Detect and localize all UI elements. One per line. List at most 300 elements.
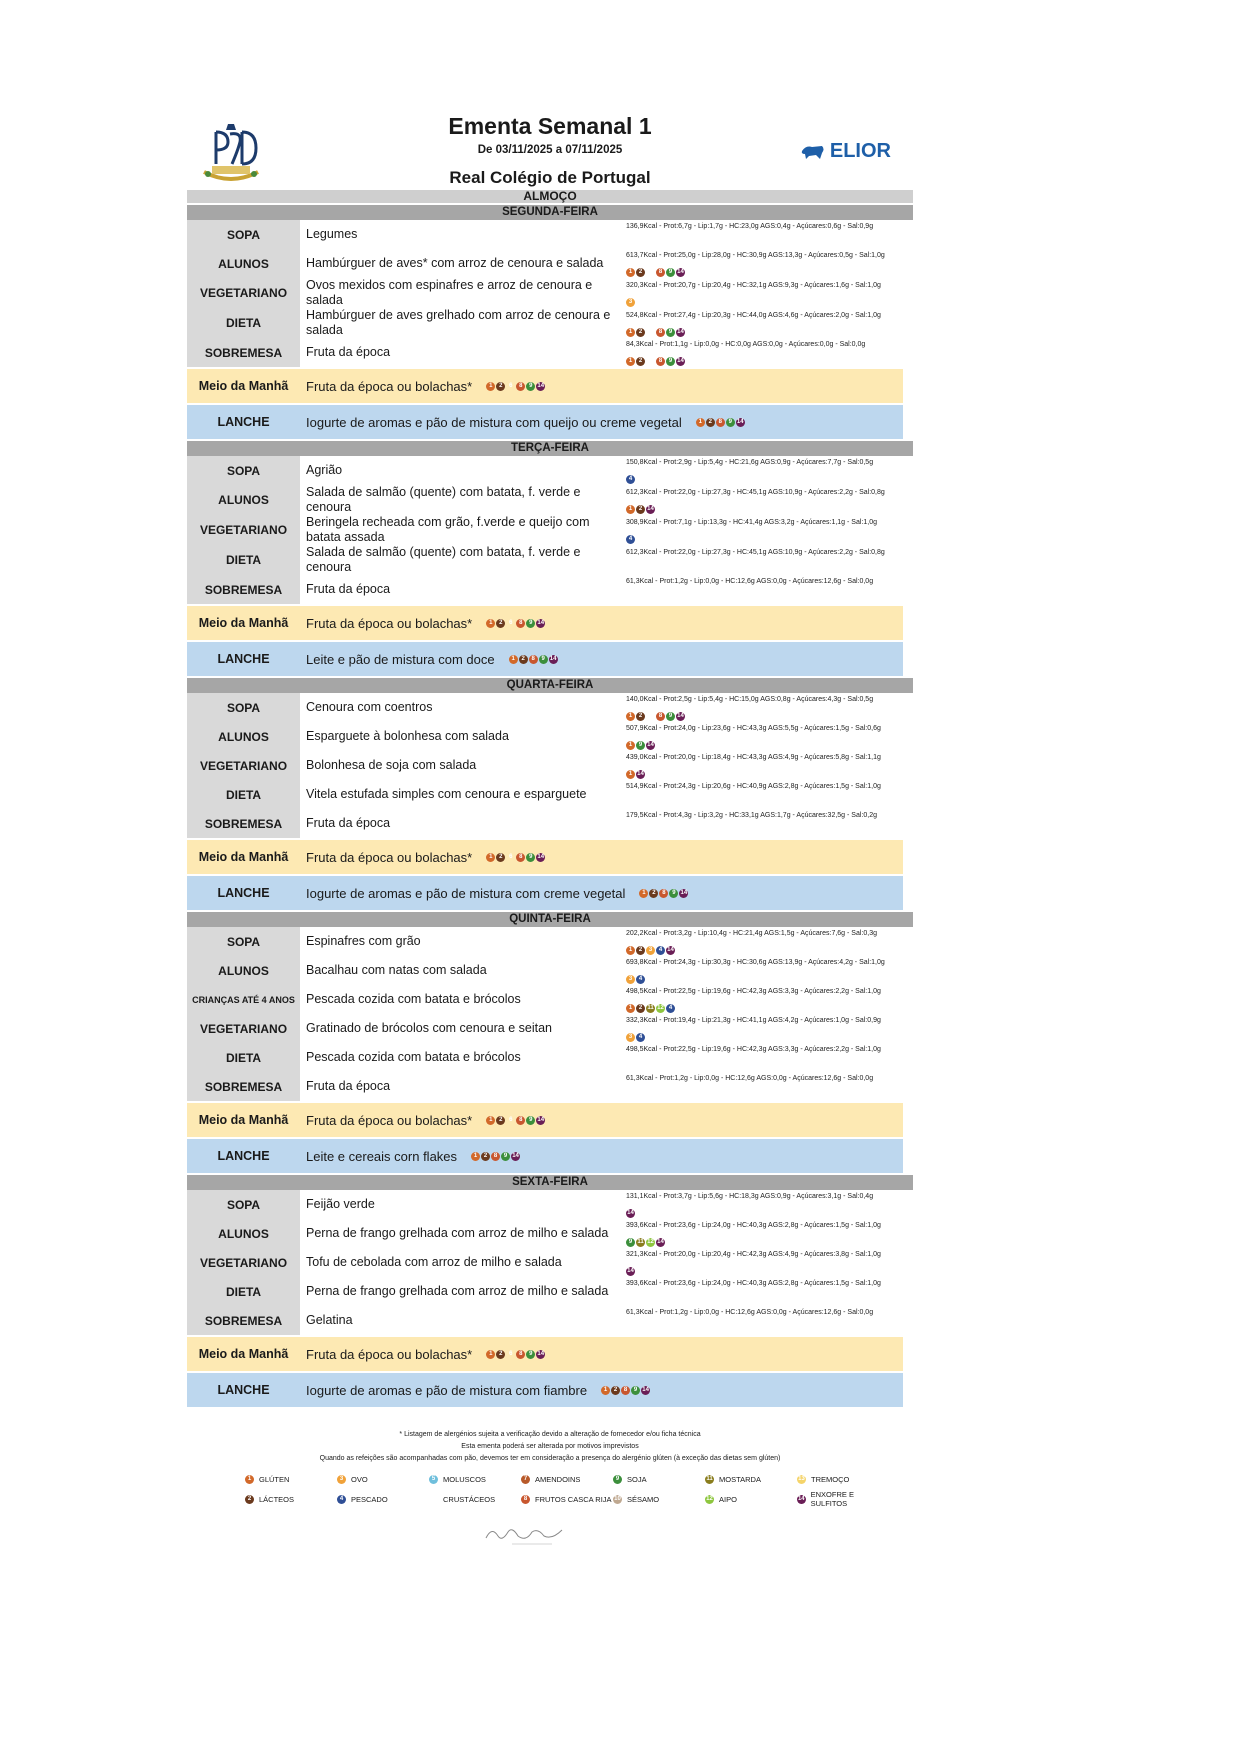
allergen-4-icon: 4 xyxy=(337,1495,346,1504)
allergen-icons xyxy=(626,946,675,955)
allergen-14-icon: 14 xyxy=(537,1350,545,1357)
meio-row xyxy=(187,606,903,640)
menu-row xyxy=(187,780,913,809)
allergen-5-icon: 5 xyxy=(429,1475,438,1484)
dish-name: Perna de frango grelhada com arroz de milho e salada xyxy=(306,1226,609,1240)
allergen-14-icon: 14 xyxy=(677,713,684,719)
nutrition-info xyxy=(624,1219,913,1248)
allergen-2-icon: 2 xyxy=(636,328,645,337)
nutrition-text: 84,3Kcal - Prot:1,1g - Lip:0,0g - HC:0,0g AGS:0,0g - Açúcares:0,0g - Sal:0,0g xyxy=(626,341,866,348)
dish-name: Vitela estufada simples com cenoura e esparguete xyxy=(306,787,587,801)
nutrition-info xyxy=(624,809,913,838)
nutrition-info xyxy=(624,751,913,780)
allergen-legend xyxy=(245,1475,913,1508)
allergen-14-icon: 14 xyxy=(736,418,744,425)
allergen-4-icon: 4 xyxy=(626,475,635,484)
allergen-1-icon: 1 xyxy=(639,889,648,898)
meal-label: Meio da Manhã xyxy=(198,616,289,630)
nutrition-info xyxy=(624,780,913,809)
nutrition-info xyxy=(624,956,913,985)
dish-name: Salada de salmão (quente) com batata, f. verde e cenoura xyxy=(306,545,581,574)
allergen-1-icon: 1 xyxy=(626,357,635,366)
allergen-1-icon: 1 xyxy=(245,1475,254,1484)
meal-label: CRIANÇAS ATÉ 4 ANOS xyxy=(187,985,300,1014)
lanche-row xyxy=(187,642,903,676)
meal-label: VEGETARIANO xyxy=(187,751,300,780)
allergen-2-icon: 2 xyxy=(481,1152,490,1161)
allergen-2-icon: 2 xyxy=(611,1386,620,1395)
allergen-icons xyxy=(626,741,655,750)
allergen-14-icon: 14 xyxy=(642,1386,649,1393)
allergen-8-icon: 8 xyxy=(516,382,525,391)
allergen-8-icon: 8 xyxy=(516,1350,525,1359)
allergen-1-icon: 1 xyxy=(696,418,705,427)
allergen-icons xyxy=(626,1267,635,1276)
allergen-1-icon: 1 xyxy=(626,1004,635,1013)
legend-item xyxy=(613,1490,705,1508)
allergen-3-icon: 3 xyxy=(626,975,635,984)
nutrition-info xyxy=(624,456,913,485)
allergen-2-icon: 2 xyxy=(636,505,645,514)
allergen-6-icon: 6 xyxy=(431,1495,436,1502)
signature-icon xyxy=(482,1522,572,1548)
allergen-icons xyxy=(601,1386,650,1395)
allergen-icons xyxy=(486,853,545,862)
allergen-6-icon: 6 xyxy=(648,269,653,275)
day-header: TERÇA-FEIRA xyxy=(187,441,913,456)
header xyxy=(187,110,913,190)
legend-item xyxy=(245,1490,337,1508)
allergen-1-icon: 1 xyxy=(626,505,635,514)
menu-row xyxy=(187,1014,913,1043)
nutrition-info xyxy=(624,575,913,604)
legend-label: GLÚTEN xyxy=(259,1475,290,1484)
allergen-1-icon: 1 xyxy=(486,1116,495,1125)
dish-name: Iogurte de aromas e pão de mistura com queijo ou creme vegetal xyxy=(306,414,682,430)
legend-label: LÁCTEOS xyxy=(259,1494,295,1504)
meal-label: ALUNOS xyxy=(187,956,300,985)
allergen-3-icon: 3 xyxy=(626,298,635,307)
allergen-icons xyxy=(639,889,688,898)
allergen-14-icon: 14 xyxy=(537,382,545,389)
allergen-3-icon: 3 xyxy=(337,1475,346,1484)
day-header: SEGUNDA-FEIRA xyxy=(187,205,913,220)
nutrition-info xyxy=(624,722,913,751)
allergen-10-icon: 10 xyxy=(614,1495,621,1502)
allergen-8-icon: 8 xyxy=(516,1116,525,1125)
nutrition-text: 332,3Kcal - Prot:19,4g - Lip:21,3g - HC:41,1g AGS:4,2g - Açúcares:1,0g - Sal:0,9g xyxy=(626,1017,881,1024)
dish-name: Agrião xyxy=(306,463,343,477)
allergen-1-icon: 1 xyxy=(486,382,495,391)
footer-note: Quando as refeições são acompanhadas com pão, devemos ter em consideração a presença do alergénio glúten (à exceção das dietas sem glúten) xyxy=(319,1455,781,1462)
dish-name: Cenoura com coentros xyxy=(306,700,433,714)
allergen-8-icon: 8 xyxy=(516,619,525,628)
school-name: Real Colégio de Portugal xyxy=(449,168,651,187)
legend-item xyxy=(797,1490,889,1508)
nutrition-info xyxy=(624,1306,913,1335)
allergen-icons xyxy=(626,268,685,277)
allergen-14-icon: 14 xyxy=(680,889,688,896)
allergen-4-icon: 4 xyxy=(626,535,635,544)
allergen-icons xyxy=(626,712,685,721)
legend-label: PESCADO xyxy=(351,1494,388,1504)
allergen-9-icon: 9 xyxy=(669,889,678,898)
nutrition-text: 507,9Kcal - Prot:24,0g - Lip:23,6g - HC:43,3g AGS:5,5g - Açúcares:1,5g - Sal:0,6g xyxy=(626,725,881,732)
date-range: De 03/11/2025 a 07/11/2025 xyxy=(477,144,623,156)
menu-row xyxy=(187,1277,913,1306)
nutrition-info xyxy=(624,1072,913,1101)
meal-label: ALUNOS xyxy=(187,722,300,751)
nutrition-text: 393,6Kcal - Prot:23,6g - Lip:24,0g - HC:40,3g AGS:2,8g - Açúcares:1,5g - Sal:1,0g xyxy=(626,1222,881,1229)
allergen-icons xyxy=(626,505,655,514)
dish-name: Hambúrguer de aves* com arroz de cenoura e salada xyxy=(306,256,604,270)
allergen-14-icon: 14 xyxy=(647,742,654,748)
dish-name: Fruta da época ou bolachas* xyxy=(306,1346,473,1362)
meal-label: ALUNOS xyxy=(187,249,300,278)
allergen-6-icon: 6 xyxy=(648,328,653,335)
meal-label: SOBREMESA xyxy=(187,338,300,367)
allergen-2-icon: 2 xyxy=(245,1495,254,1504)
dish-name: Pescada cozida com batata e brócolos xyxy=(306,992,521,1006)
dish-name: Hambúrguer de aves grelhado com arroz de cenoura e salada xyxy=(306,308,611,337)
allergen-1-icon: 1 xyxy=(626,770,635,779)
allergen-9-icon: 9 xyxy=(666,328,675,337)
meal-label: SOBREMESA xyxy=(187,1306,300,1335)
dish-name: Ovos mexidos com espinafres e arroz de cenoura e salada xyxy=(306,278,593,307)
menu-row xyxy=(187,722,913,751)
nutrition-text: 202,2Kcal - Prot:3,2g - Lip:10,4g - HC:21,4g AGS:1,5g - Açúcares:7,6g - Sal:0,3g xyxy=(626,930,877,937)
allergen-9-icon: 9 xyxy=(526,619,535,628)
allergen-14-icon: 14 xyxy=(627,1268,634,1274)
nutrition-info xyxy=(624,693,913,722)
nutrition-info xyxy=(624,927,913,956)
nutrition-text: 136,9Kcal - Prot:6,7g - Lip:1,7g - HC:23,0g AGS:0,4g - Açúcares:0,6g - Sal:0,9g xyxy=(626,223,874,230)
allergen-9-icon: 9 xyxy=(666,357,675,366)
allergen-14-icon: 14 xyxy=(537,619,545,626)
allergen-14-icon: 14 xyxy=(637,771,644,777)
allergen-icons xyxy=(486,1116,545,1125)
menu-row xyxy=(187,308,913,338)
allergen-2-icon: 2 xyxy=(636,712,645,721)
allergen-14-icon: 14 xyxy=(549,655,557,662)
dish-name: Pescada cozida com batata e brócolos xyxy=(306,1050,521,1064)
nutrition-info xyxy=(624,1248,913,1277)
meal-label: SOPA xyxy=(187,456,300,485)
dish-name: Gratinado de brócolos com cenoura e seitan xyxy=(306,1021,552,1035)
dish-name: Bacalhau com natas com salada xyxy=(306,963,487,977)
allergen-6-icon: 6 xyxy=(509,382,513,389)
allergen-2-icon: 2 xyxy=(636,268,645,277)
meal-label: VEGETARIANO xyxy=(187,515,300,545)
dish-name: Espinafres com grão xyxy=(306,934,421,948)
lanche-row xyxy=(187,1373,903,1407)
meal-label: SOPA xyxy=(187,220,300,249)
allergen-2-icon: 2 xyxy=(496,1350,505,1359)
dish-name: Fruta da época xyxy=(306,582,391,596)
allergen-8-icon: 8 xyxy=(656,328,665,337)
allergen-1-icon: 1 xyxy=(626,268,635,277)
nutrition-text: 612,3Kcal - Prot:22,0g - Lip:27,3g - HC:45,1g AGS:10,9g - Açúcares:2,2g - Sal:0,8g xyxy=(626,488,885,496)
legend-item xyxy=(429,1490,521,1508)
allergen-2-icon: 2 xyxy=(636,1004,645,1013)
meal-label: LANCHE xyxy=(217,415,270,429)
allergen-14-icon: 14 xyxy=(657,1239,664,1245)
meal-label: LANCHE xyxy=(217,1383,270,1397)
brand-name: ELIOR xyxy=(829,140,891,162)
meal-label: LANCHE xyxy=(217,886,270,900)
legend-label: TREMOÇO xyxy=(811,1475,850,1484)
menu-row xyxy=(187,249,913,278)
dish-name: Iogurte de aromas e pão de mistura com creme vegetal xyxy=(306,885,626,901)
allergen-9-icon: 9 xyxy=(526,1350,535,1359)
dish-name: Fruta da época xyxy=(306,1079,391,1093)
allergen-9-icon: 9 xyxy=(501,1152,510,1161)
allergen-9-icon: 9 xyxy=(526,382,535,391)
meal-label: DIETA xyxy=(187,1277,300,1306)
meal-label: Meio da Manhã xyxy=(198,379,289,393)
legend-item xyxy=(797,1475,889,1484)
nutrition-text: 613,7Kcal - Prot:25,0g - Lip:28,0g - HC:30,9g AGS:13,3g - Açúcares:0,5g - Sal:1,0g xyxy=(626,252,885,259)
meal-label: SOBREMESA xyxy=(187,575,300,604)
legend-label: AMENDOINS xyxy=(535,1475,581,1484)
nutrition-info xyxy=(624,309,913,338)
nutrition-text: 61,3Kcal - Prot:1,2g - Lip:0,0g - HC:12,6g AGS:0,0g - Açúcares:12,6g - Sal:0,0g xyxy=(626,578,874,585)
allergen-icons xyxy=(626,535,635,544)
meio-row xyxy=(187,1337,903,1371)
allergen-icons xyxy=(626,1238,665,1247)
allergen-2-icon: 2 xyxy=(519,655,528,664)
meal-label: SOBREMESA xyxy=(187,809,300,838)
dish-name: Bolonhesa de soja com salada xyxy=(306,758,477,772)
allergen-9-icon: 9 xyxy=(626,1238,635,1247)
dish-name: Tofu de cebolada com arroz de milho e salada xyxy=(306,1255,562,1269)
meal-label: LANCHE xyxy=(217,1149,270,1163)
allergen-11-icon: 11 xyxy=(647,1005,654,1011)
bull-icon xyxy=(800,143,826,161)
meal-label: SOBREMESA xyxy=(187,1072,300,1101)
allergen-14-icon: 14 xyxy=(647,505,654,512)
menu-row xyxy=(187,1306,913,1335)
menu-row xyxy=(187,956,913,985)
legend-item xyxy=(337,1490,429,1508)
meal-label: VEGETARIANO xyxy=(187,1248,300,1277)
allergen-8-icon: 8 xyxy=(516,853,525,862)
allergen-icons xyxy=(626,328,685,337)
allergen-icons xyxy=(486,382,545,391)
legend-label: SÉSAMO xyxy=(627,1494,660,1504)
menu-row xyxy=(187,809,913,838)
footer-note: Esta ementa poderá ser alterada por motivos imprevistos xyxy=(461,1443,639,1450)
brand-logo xyxy=(800,140,891,163)
nutrition-text: 393,6Kcal - Prot:23,6g - Lip:24,0g - HC:40,3g AGS:2,8g - Açúcares:1,5g - Sal:1,0g xyxy=(626,1280,881,1287)
meal-label: VEGETARIANO xyxy=(187,278,300,308)
nutrition-info xyxy=(624,486,913,515)
allergen-14-icon: 14 xyxy=(677,269,684,275)
menu-row xyxy=(187,1072,913,1101)
dish-name: Feijão verde xyxy=(306,1197,375,1211)
allergen-8-icon: 8 xyxy=(656,268,665,277)
allergen-icons xyxy=(471,1152,520,1161)
nutrition-info xyxy=(624,338,913,367)
days-container xyxy=(187,205,913,1407)
nutrition-text: 150,8Kcal - Prot:2,9g - Lip:5,4g - HC:21,6g AGS:0,9g - Açúcares:7,7g - Sal:0,5g xyxy=(626,459,874,466)
lanche-row xyxy=(187,876,903,910)
legend-label: CRUSTÁCEOS xyxy=(443,1494,496,1504)
menu-page xyxy=(187,110,913,1550)
legend-label: OVO xyxy=(351,1475,368,1484)
allergen-icons xyxy=(486,1350,545,1359)
dish-name: Beringela recheada com grão, f.verde e queijo com batata assada xyxy=(306,515,590,544)
legend-item xyxy=(521,1490,613,1508)
dish-name: Legumes xyxy=(306,227,358,241)
allergen-icons xyxy=(626,1209,635,1218)
allergen-icons xyxy=(626,1033,645,1042)
allergen-2-icon: 2 xyxy=(496,853,505,862)
nutrition-info xyxy=(624,1277,913,1306)
dish-name: Fruta da época ou bolachas* xyxy=(306,849,473,865)
lanche-row xyxy=(187,1139,903,1173)
allergen-2-icon: 2 xyxy=(706,418,715,427)
allergen-6-icon: 6 xyxy=(509,1116,513,1123)
allergen-14-icon: 14 xyxy=(677,358,684,364)
allergen-8-icon: 8 xyxy=(656,712,665,721)
menu-row xyxy=(187,338,913,367)
allergen-2-icon: 2 xyxy=(649,889,658,898)
allergen-8-icon: 8 xyxy=(659,889,668,898)
nutrition-text: 693,8Kcal - Prot:24,3g - Lip:30,3g - HC:30,6g AGS:13,9g - Açúcares:4,2g - Sal:1,0g xyxy=(626,959,885,966)
allergen-9-icon: 9 xyxy=(636,741,645,750)
allergen-8-icon: 8 xyxy=(529,655,538,664)
allergen-9-icon: 9 xyxy=(666,268,675,277)
allergen-8-icon: 8 xyxy=(491,1152,500,1161)
legend-label: MOSTARDA xyxy=(719,1475,761,1484)
meal-label: Meio da Manhã xyxy=(198,850,289,864)
menu-row xyxy=(187,575,913,604)
nutrition-text: 308,9Kcal - Prot:7,1g - Lip:13,3g - HC:41,4g AGS:3,2g - Açúcares:1,1g - Sal:1,0g xyxy=(626,518,877,526)
menu-row xyxy=(187,456,913,485)
dish-name: Leite e pão de mistura com doce xyxy=(306,651,495,667)
allergen-7-icon: 7 xyxy=(521,1475,530,1484)
allergen-2-icon: 2 xyxy=(636,357,645,366)
allergen-3-icon: 3 xyxy=(646,946,655,955)
nutrition-text: 140,0Kcal - Prot:2,5g - Lip:5,4g - HC:15,0g AGS:0,8g - Açúcares:4,3g - Sal:0,5g xyxy=(626,696,874,703)
allergen-1-icon: 1 xyxy=(626,712,635,721)
nutrition-info xyxy=(624,1190,913,1219)
legend-item xyxy=(705,1490,797,1508)
allergen-1-icon: 1 xyxy=(626,946,635,955)
menu-row xyxy=(187,1043,913,1072)
allergen-2-icon: 2 xyxy=(636,946,645,955)
dish-name: Fruta da época xyxy=(306,816,391,830)
allergen-icons xyxy=(626,475,635,484)
legend-item xyxy=(337,1475,429,1484)
allergen-icons xyxy=(696,418,745,427)
meal-label: DIETA xyxy=(187,780,300,809)
nutrition-text: 498,5Kcal - Prot:22,5g - Lip:19,6g - HC:42,3g AGS:3,3g - Açúcares:2,2g - Sal:1,0g xyxy=(626,1046,881,1053)
dish-name: Esparguete à bolonhesa com salada xyxy=(306,729,509,743)
nutrition-text: 612,3Kcal - Prot:22,0g - Lip:27,3g - HC:45,1g AGS:10,9g - Açúcares:2,2g - Sal:0,8g xyxy=(626,548,885,556)
allergen-3-icon: 3 xyxy=(626,1033,635,1042)
nutrition-info xyxy=(624,516,913,545)
nutrition-info xyxy=(624,220,913,249)
day-header: QUARTA-FEIRA xyxy=(187,678,913,693)
dish-name: Fruta da época xyxy=(306,345,391,359)
allergen-9-icon: 9 xyxy=(613,1475,622,1484)
dish-name: Fruta da época ou bolachas* xyxy=(306,615,473,631)
menu-row xyxy=(187,693,913,722)
day-header: QUINTA-FEIRA xyxy=(187,912,913,927)
meio-row xyxy=(187,1103,903,1137)
menu-row xyxy=(187,927,913,956)
allergen-12-icon: 12 xyxy=(657,1005,664,1011)
dish-name: Gelatina xyxy=(306,1313,353,1327)
meal-label: VEGETARIANO xyxy=(187,1014,300,1043)
menu-row xyxy=(187,1248,913,1277)
nutrition-info xyxy=(624,546,913,575)
dish-name: Perna de frango grelhada com arroz de milho e salada xyxy=(306,1284,609,1298)
nutrition-text: 179,5Kcal - Prot:4,3g - Lip:3,2g - HC:33,1g AGS:1,7g - Açúcares:32,5g - Sal:0,2g xyxy=(626,812,877,819)
lanche-row xyxy=(187,405,903,439)
allergen-icons xyxy=(626,975,645,984)
allergen-11-icon: 11 xyxy=(706,1476,713,1482)
meal-label: SOPA xyxy=(187,1190,300,1219)
dish-name: Iogurte de aromas e pão de mistura com fiambre xyxy=(306,1382,588,1398)
allergen-9-icon: 9 xyxy=(526,1116,535,1125)
allergen-14-icon: 14 xyxy=(667,947,674,953)
allergen-icons xyxy=(626,1004,675,1013)
meal-label: ALUNOS xyxy=(187,485,300,515)
legend-item xyxy=(613,1475,705,1484)
meal-label: DIETA xyxy=(187,308,300,338)
nutrition-text: 321,3Kcal - Prot:20,0g - Lip:20,4g - HC:42,3g AGS:4,9g - Açúcares:3,8g - Sal:1,0g xyxy=(626,1251,881,1258)
nutrition-text: 514,9Kcal - Prot:24,3g - Lip:20,6g - HC:40,9g AGS:2,8g - Açúcares:1,5g - Sal:1,0g xyxy=(626,783,881,790)
meal-label: ALUNOS xyxy=(187,1219,300,1248)
allergen-6-icon: 6 xyxy=(509,619,513,626)
allergen-14-icon: 14 xyxy=(627,1210,634,1216)
allergen-14-icon: 14 xyxy=(512,1152,519,1159)
legend-label: ENXOFRE E SULFITOS xyxy=(810,1490,854,1508)
nutrition-info xyxy=(624,1043,913,1072)
meio-row xyxy=(187,840,903,874)
nutrition-text: 498,5Kcal - Prot:22,5g - Lip:19,6g - HC:42,3g AGS:3,3g - Açúcares:2,2g - Sal:1,0g xyxy=(626,988,881,995)
allergen-8-icon: 8 xyxy=(621,1386,630,1395)
menu-row xyxy=(187,485,913,515)
allergen-icons xyxy=(626,770,645,779)
section-title: ALMOÇO xyxy=(187,190,913,203)
legend-label: AIPO xyxy=(719,1494,737,1504)
allergen-1-icon: 1 xyxy=(486,853,495,862)
nutrition-text: 131,1Kcal - Prot:3,7g - Lip:5,6g - HC:18,3g AGS:0,9g - Açúcares:3,1g - Sal:0,4g xyxy=(626,1193,874,1200)
nutrition-info xyxy=(624,249,913,278)
meal-label: Meio da Manhã xyxy=(198,1113,289,1127)
allergen-6-icon: 6 xyxy=(648,713,653,719)
footer-note: * Listagem de alergénios sujeita a verificação devido a alteração de fornecedor e/ou ficha técnica xyxy=(399,1431,701,1438)
allergen-1-icon: 1 xyxy=(626,741,635,750)
allergen-1-icon: 1 xyxy=(601,1386,610,1395)
dish-name: Salada de salmão (quente) com batata, f. verde e cenoura xyxy=(306,485,581,514)
menu-row xyxy=(187,1219,913,1248)
meio-row xyxy=(187,369,903,403)
allergen-9-icon: 9 xyxy=(666,712,675,721)
dish-name: Leite e cereais corn flakes xyxy=(306,1148,458,1164)
allergen-14-icon: 14 xyxy=(537,853,545,860)
allergen-4-icon: 4 xyxy=(666,1004,675,1013)
legend-item xyxy=(705,1475,797,1484)
page-title: Ementa Semanal 1 xyxy=(448,113,652,139)
nutrition-text: 61,3Kcal - Prot:1,2g - Lip:0,0g - HC:12,6g AGS:0,0g - Açúcares:12,6g - Sal:0,0g xyxy=(626,1309,874,1316)
allergen-2-icon: 2 xyxy=(496,1116,505,1125)
allergen-4-icon: 4 xyxy=(636,1033,645,1042)
